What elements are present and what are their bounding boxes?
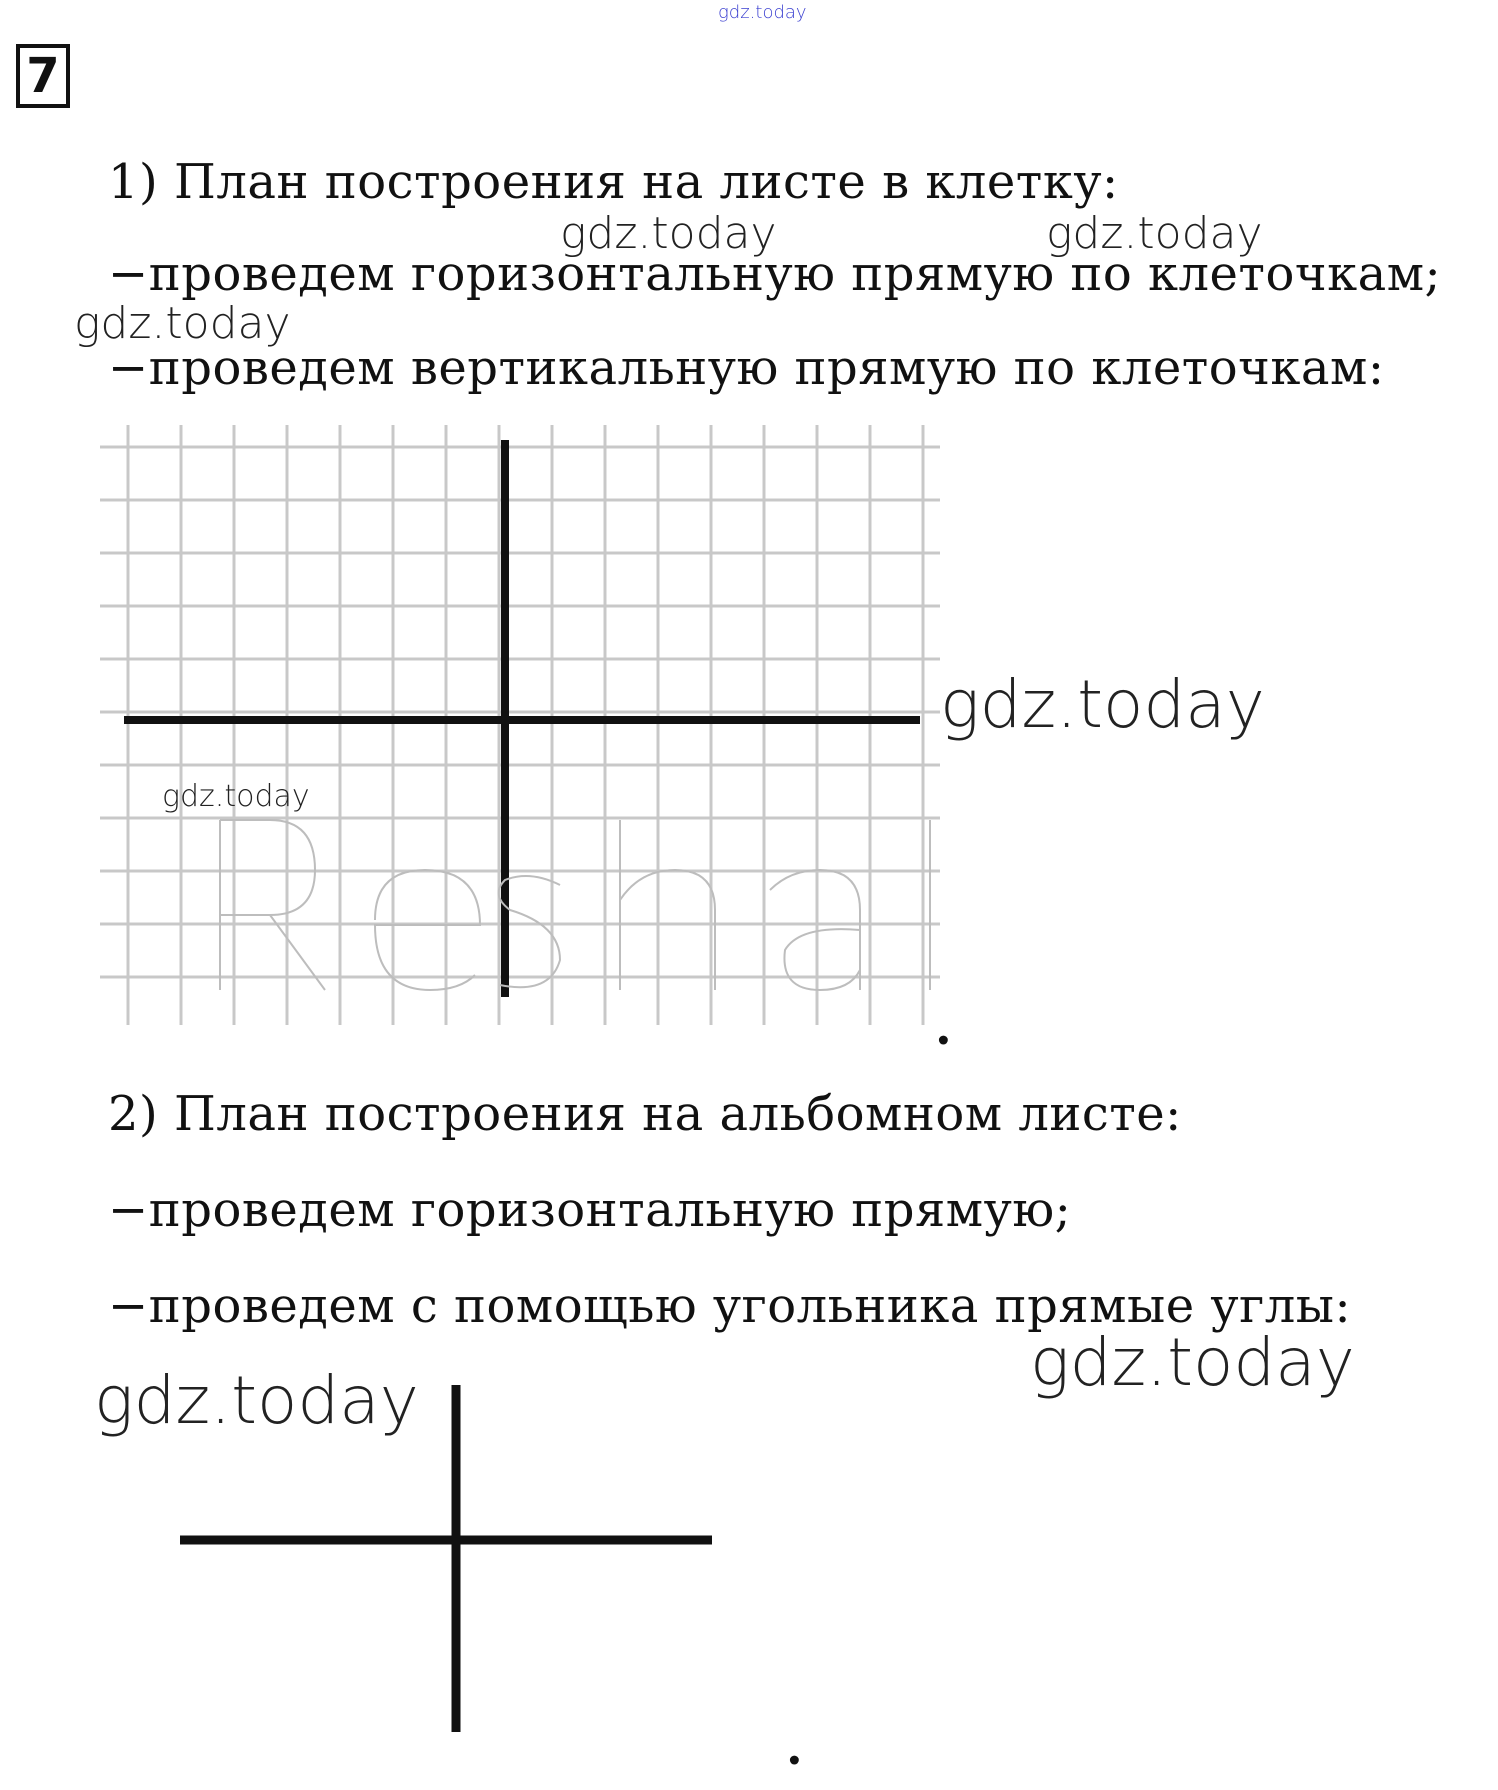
watermark: gdz.today xyxy=(560,208,777,259)
plain-cross-diagram xyxy=(170,1380,730,1740)
watermark: gdz.today xyxy=(94,1362,419,1439)
section2-end-dot: . xyxy=(786,1720,803,1776)
section2-title: 2) План построения на альбомном листе: xyxy=(108,1086,1182,1142)
faint-watermark-letters xyxy=(200,800,960,1005)
watermark: gdz.today xyxy=(1046,208,1263,259)
watermark: gdz.today xyxy=(940,666,1265,743)
section1-end-dot: . xyxy=(935,1000,952,1056)
task-number-box: 7 xyxy=(16,44,70,108)
section1-step2: −проведем вертикальную прямую по клеточкам: xyxy=(108,340,1385,396)
watermark: gdz.today xyxy=(162,779,310,814)
section1-title: 1) План построения на листе в клетку: xyxy=(108,154,1119,210)
section1-step1: −проведем горизонтальную прямую по клеточкам; xyxy=(108,246,1442,302)
watermark-top: gdz.today xyxy=(718,2,807,23)
watermark: gdz.today xyxy=(1030,1324,1355,1401)
watermark: gdz.today xyxy=(74,298,291,349)
section2-step1: −проведем горизонтальную прямую; xyxy=(108,1182,1072,1238)
section2-step2: −проведем с помощью угольника прямые углы: xyxy=(108,1278,1352,1334)
